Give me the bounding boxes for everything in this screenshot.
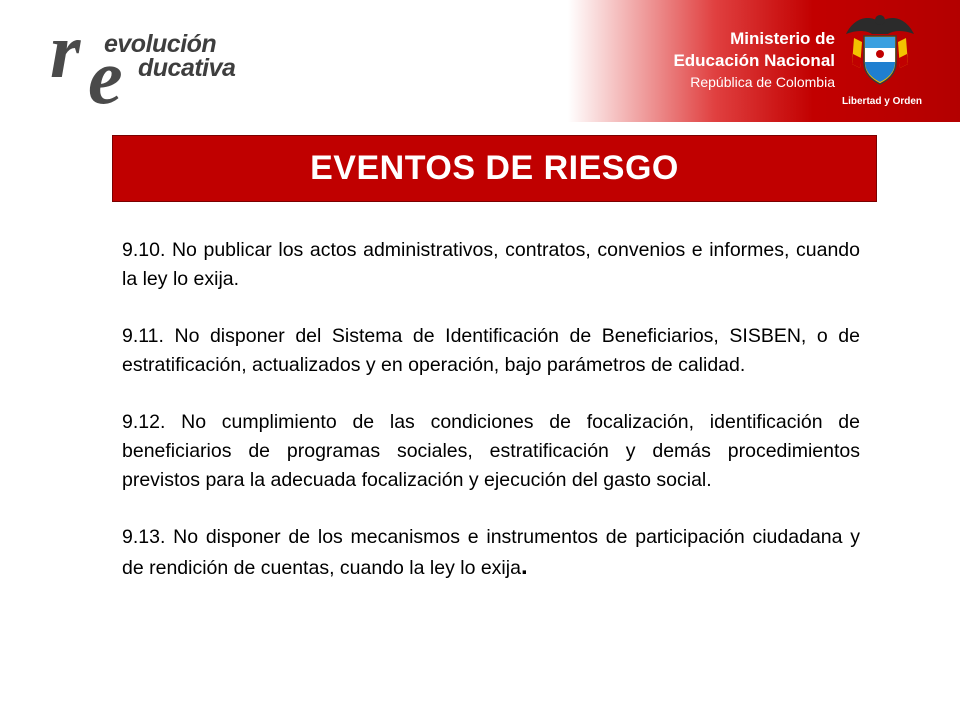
ministry-line-3: República de Colombia <box>690 74 835 90</box>
risk-event-9-13 <box>122 523 860 583</box>
ministry-line-2: Educación Nacional <box>673 51 835 70</box>
title-banner <box>112 135 877 202</box>
risk-event-9-12: 9.12. No cumplimiento de las condiciones de focalización, identificación de beneficiarios de programas sociales, estratificación y demás procedimientos previstos para la adecuada focalización y ejecución del gasto social. <box>122 411 860 491</box>
logo-letter-r: r <box>50 7 81 94</box>
colombia-coat-of-arms-icon <box>840 8 920 94</box>
slide-header <box>0 0 960 122</box>
risk-event-9-13-end-mark: . <box>520 553 528 580</box>
ministry-line-1: Ministerio de <box>730 29 835 48</box>
logo-word-educativa: ducativa <box>138 54 236 82</box>
risk-event-9-13-text: 9.13. No disponer de los mecanismos e instrumentos de participación ciudadana y de rendición de cuentas, cuando la ley lo exija <box>122 526 860 579</box>
revolucion-educativa-logo <box>40 7 270 120</box>
risk-event-9-10: 9.10. No publicar los actos administrativos, contratos, convenios e informes, cuando la ley lo exija. <box>122 239 860 290</box>
risk-event-9-11: 9.11. No disponer del Sistema de Identificación de Beneficiarios, SISBEN, o de estratificación, actualizados y en operación, bajo parámetros de calidad. <box>122 325 860 376</box>
logo-word-evolucion: evolución <box>104 30 217 58</box>
slide-title: EVENTOS DE RIESGO <box>310 149 679 187</box>
national-motto: Libertad y Orden <box>842 96 923 107</box>
logo-letter-e: e <box>88 33 123 120</box>
ministry-name <box>640 28 835 92</box>
risk-events-list <box>122 236 860 583</box>
